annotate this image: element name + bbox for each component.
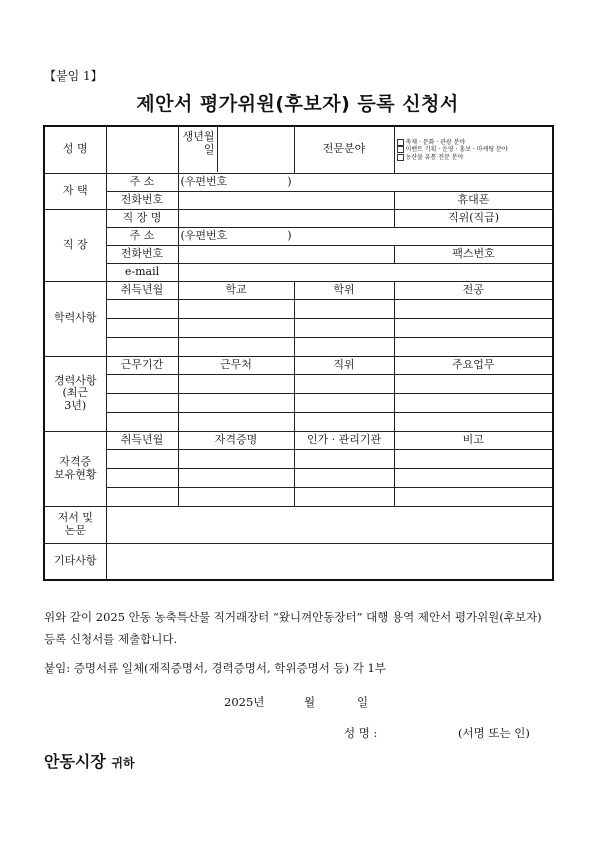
table-cell[interactable] — [294, 487, 394, 506]
table-cell[interactable] — [178, 393, 294, 412]
table-cell[interactable] — [394, 299, 553, 318]
table-cell[interactable] — [106, 468, 178, 487]
home-label: 자 택 — [44, 173, 106, 209]
education-header-date: 취득년월 — [106, 281, 178, 299]
table-cell[interactable] — [106, 393, 178, 412]
checkbox-icon — [397, 139, 404, 146]
table-cell[interactable] — [294, 374, 394, 393]
career-header-period: 근무기간 — [106, 356, 178, 374]
work-company-field[interactable] — [178, 209, 394, 227]
career-header-workplace: 근무처 — [178, 356, 294, 374]
work-address-label: 주 소 — [106, 227, 178, 245]
date-year: 2025년 — [224, 695, 265, 709]
home-phone-label: 전화번호 — [106, 191, 178, 209]
table-cell[interactable] — [394, 318, 553, 337]
recipient — [44, 749, 135, 772]
page-title: 제안서 평가위원(후보자) 등록 신청서 — [136, 93, 459, 115]
table-cell[interactable] — [294, 299, 394, 318]
field-label: 전문분야 — [294, 126, 394, 173]
table-cell[interactable] — [294, 393, 394, 412]
table-cell[interactable] — [178, 487, 294, 506]
name-field[interactable] — [106, 126, 178, 173]
field-option-agri[interactable]: 농산물 유통 전문 분야 — [397, 154, 553, 162]
home-address-field[interactable]: (우편번호 ) — [178, 173, 553, 191]
signature-note: (서명 또는 인) — [458, 726, 530, 740]
career-header-duty: 주요업무 — [394, 356, 553, 374]
work-position-label: 직위(직급) — [394, 209, 553, 227]
table-cell[interactable] — [178, 412, 294, 431]
name-label: 성 명 — [44, 126, 106, 173]
date-day: 일 — [357, 695, 369, 709]
education-header-school: 학교 — [178, 281, 294, 299]
table-cell[interactable] — [394, 449, 553, 468]
career-label: 경력사항 (최근 3년) — [44, 356, 106, 431]
work-phone-field[interactable] — [178, 245, 394, 263]
education-header-degree: 학위 — [294, 281, 394, 299]
publications-label: 저서 및 논문 — [44, 506, 106, 543]
field-option-tourism[interactable]: 축제 · 문화 · 관광 분야 — [397, 139, 553, 147]
table-cell[interactable] — [394, 468, 553, 487]
table-cell[interactable] — [394, 374, 553, 393]
declaration-text: 위와 같이 2025 안동 농축특산물 직거래장터 “왔니껴안동장터” 대행 용역 제안서 평가위원(후보자) 등록 신청서를 제출합니다. — [44, 610, 542, 646]
publications-field[interactable] — [106, 506, 553, 543]
education-header-major: 전공 — [394, 281, 553, 299]
license-header-note: 비고 — [394, 431, 553, 449]
work-email-field[interactable] — [178, 263, 553, 281]
field-options — [394, 126, 553, 173]
education-label: 학력사항 — [44, 281, 106, 356]
table-cell[interactable] — [106, 487, 178, 506]
home-phone-field[interactable] — [178, 191, 394, 209]
table-cell[interactable] — [106, 374, 178, 393]
table-cell[interactable] — [178, 337, 294, 356]
career-header-position: 직위 — [294, 356, 394, 374]
checkbox-icon — [397, 146, 404, 153]
license-label: 자격증 보유현황 — [44, 431, 106, 506]
date-month: 월 — [304, 695, 316, 709]
table-cell[interactable] — [394, 412, 553, 431]
work-phone-label: 전화번호 — [106, 245, 178, 263]
work-address-field[interactable]: (우편번호 ) — [178, 227, 553, 245]
table-cell[interactable] — [294, 337, 394, 356]
table-cell[interactable] — [106, 318, 178, 337]
work-email-label: e-mail — [106, 263, 178, 281]
license-header-date: 취득년월 — [106, 431, 178, 449]
table-cell[interactable] — [294, 449, 394, 468]
work-label: 직 장 — [44, 209, 106, 281]
registration-form-table — [43, 125, 554, 581]
license-header-name: 자격증명 — [178, 431, 294, 449]
home-mobile-label: 휴대폰 — [394, 191, 553, 209]
table-cell[interactable] — [106, 337, 178, 356]
field-option-event[interactable]: 이벤트 기획 · 운영 · 홍보 · 마케팅 분야 — [397, 146, 553, 154]
attachment-note: 붙임: 증명서류 일체(재직증명서, 경력증명서, 학위증명서 등) 각 1부 — [44, 661, 386, 675]
table-cell[interactable] — [394, 393, 553, 412]
table-cell[interactable] — [178, 299, 294, 318]
table-cell[interactable] — [178, 449, 294, 468]
table-cell[interactable] — [294, 318, 394, 337]
table-cell[interactable] — [106, 412, 178, 431]
table-cell[interactable] — [178, 318, 294, 337]
birth-label: 생년월일 — [182, 130, 215, 156]
license-header-issuer: 인가 · 관리기관 — [294, 431, 394, 449]
table-cell[interactable] — [178, 374, 294, 393]
table-cell[interactable] — [294, 468, 394, 487]
other-label: 기타사항 — [44, 543, 106, 580]
table-cell[interactable] — [394, 337, 553, 356]
table-cell[interactable] — [178, 468, 294, 487]
annex-label: 【붙임 1】 — [44, 69, 103, 83]
table-cell[interactable] — [106, 449, 178, 468]
table-cell[interactable] — [106, 299, 178, 318]
work-company-label: 직 장 명 — [106, 209, 178, 227]
home-address-label: 주 소 — [106, 173, 178, 191]
recipient-honorific: 귀하 — [111, 756, 135, 770]
work-fax-label: 팩스번호 — [394, 245, 553, 263]
checkbox-icon — [397, 154, 404, 161]
other-field[interactable] — [106, 543, 553, 580]
recipient-name: 안동시장 — [44, 752, 106, 771]
signature-label: 성 명 : — [344, 726, 378, 740]
table-cell[interactable] — [394, 487, 553, 506]
table-cell[interactable] — [294, 412, 394, 431]
